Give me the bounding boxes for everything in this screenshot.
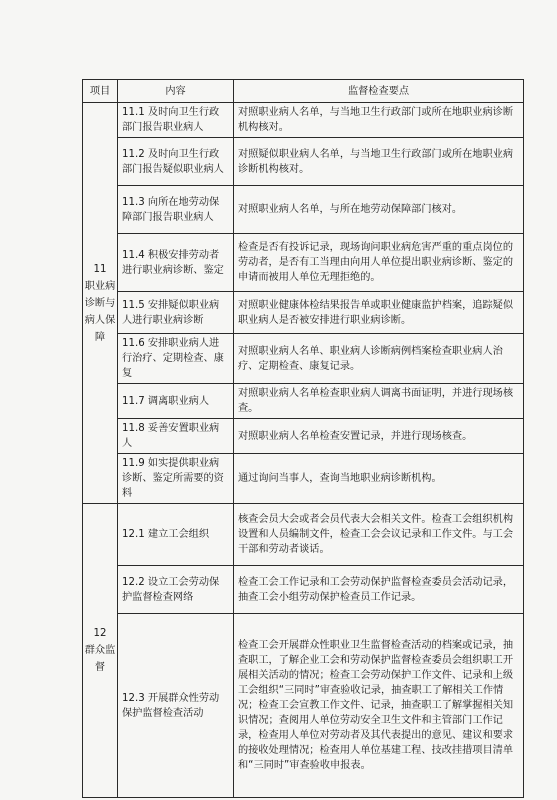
supervision-table xyxy=(82,79,524,798)
table-row xyxy=(83,504,524,566)
section-cell-12 xyxy=(83,504,118,798)
table-row xyxy=(83,566,524,614)
header-project: 项目 xyxy=(83,80,118,103)
point-cell: 对照职业病人名单、职业病人诊断病例档案检查职业病人治疗、定期检查、康复记录。 xyxy=(234,334,524,384)
item-cell: 11.8 妥善安置职业病人 xyxy=(118,419,234,454)
table-row xyxy=(83,292,524,334)
item-cell: 11.6 安排职业病人进行治疗、定期检查、康复 xyxy=(118,334,234,384)
section-number: 11 xyxy=(93,263,107,275)
table-row xyxy=(83,186,524,234)
item-cell: 11.4 积极安排劳动者进行职业病诊断、鉴定 xyxy=(118,234,234,292)
table-row xyxy=(83,138,524,186)
table-row xyxy=(83,234,524,292)
item-cell: 11.2 及时向卫生行政部门报告疑似职业病人 xyxy=(118,138,234,186)
point-cell: 检查是否有投诉记录，现场询问职业病危害严重的重点岗位的劳动者，是否有工当理由向用人单位提出职业病诊断、鉴定的申请而被用人单位无理拒绝的。 xyxy=(234,234,524,292)
item-cell: 11.3 向所在地劳动保障部门报告职业病人 xyxy=(118,186,234,234)
point-cell: 对照职业病人名单，与所在地劳动保障部门核对。 xyxy=(234,186,524,234)
section-title: 群众监督 xyxy=(84,645,116,673)
item-cell: 12.1 建立工会组织 xyxy=(118,504,234,566)
table-row xyxy=(83,334,524,384)
table-header-row xyxy=(83,80,524,103)
point-cell: 对照职业病人名单检查职业病人调离书面证明，并进行现场核查。 xyxy=(234,384,524,419)
point-cell: 对照职业健康体检结果报告单或职业健康监护档案，追踪疑似职业病人是否被安排进行职业病诊断。 xyxy=(234,292,524,334)
item-cell: 12.2 设立工会劳动保护监督检查网络 xyxy=(118,566,234,614)
section-cell-11 xyxy=(83,103,118,504)
item-cell: 11.7 调离职业病人 xyxy=(118,384,234,419)
item-cell: 12.3 开展群众性劳动保护监督检查活动 xyxy=(118,614,234,798)
table-row xyxy=(83,103,524,138)
table-row xyxy=(83,384,524,419)
point-cell: 对照疑似职业病人名单，与当地卫生行政部门或所在地职业病诊断机构核对。 xyxy=(234,138,524,186)
section-number: 12 xyxy=(93,628,107,639)
point-cell: 核查会员大会或者会员代表大会相关文件。检查工会组织机构设置和人员编制文件，检查工会会议记录和工作文件。与工会干部和劳动者谈话。 xyxy=(234,504,524,566)
item-cell: 11.5 安排疑似职业病人进行职业病诊断 xyxy=(118,292,234,334)
point-cell: 检查工会开展群众性职业卫生监督检查活动的档案或记录，抽查职工，了解企业工会和劳动保护监督检查委员会组织职工开展相关活动的情况；检查工会劳动保护工作文件、记录和上级工会组织“三同时”审查验收记录，抽查职工了解相关工作情况；检查工会宣教工作文件、记录，抽查职工了解掌握相关知识情况；查阅用人单位劳动安全卫生文件和主管部门工作记录，检查用人单位对劳动者及其代表提出的意见、建议和要求的接收处理情况；检查用人单位基建工程、技改挂措项目清单和“三同时”审查验收申报表。 xyxy=(234,614,524,798)
point-cell: 对照职业病人名单检查安置记录，并进行现场核查。 xyxy=(234,419,524,454)
table-row xyxy=(83,454,524,504)
section-title: 职业病诊断与病人保障 xyxy=(84,280,116,343)
header-content: 内容 xyxy=(118,80,234,103)
item-cell: 11.1 及时向卫生行政部门报告职业病人 xyxy=(118,103,234,138)
header-key-points: 监督检查要点 xyxy=(234,80,524,103)
table-row xyxy=(83,419,524,454)
item-cell: 11.9 如实提供职业病诊断、鉴定所需要的资料 xyxy=(118,454,234,504)
point-cell: 通过询问当事人，查询当地职业病诊断机构。 xyxy=(234,454,524,504)
table-row xyxy=(83,614,524,798)
point-cell: 检查工会工作记录和工会劳动保护监督检查委员会活动记录，抽查工会小组劳动保护检查员工作记录。 xyxy=(234,566,524,614)
point-cell: 对照职业病人名单，与当地卫生行政部门或所在地职业病诊断机构核对。 xyxy=(234,103,524,138)
